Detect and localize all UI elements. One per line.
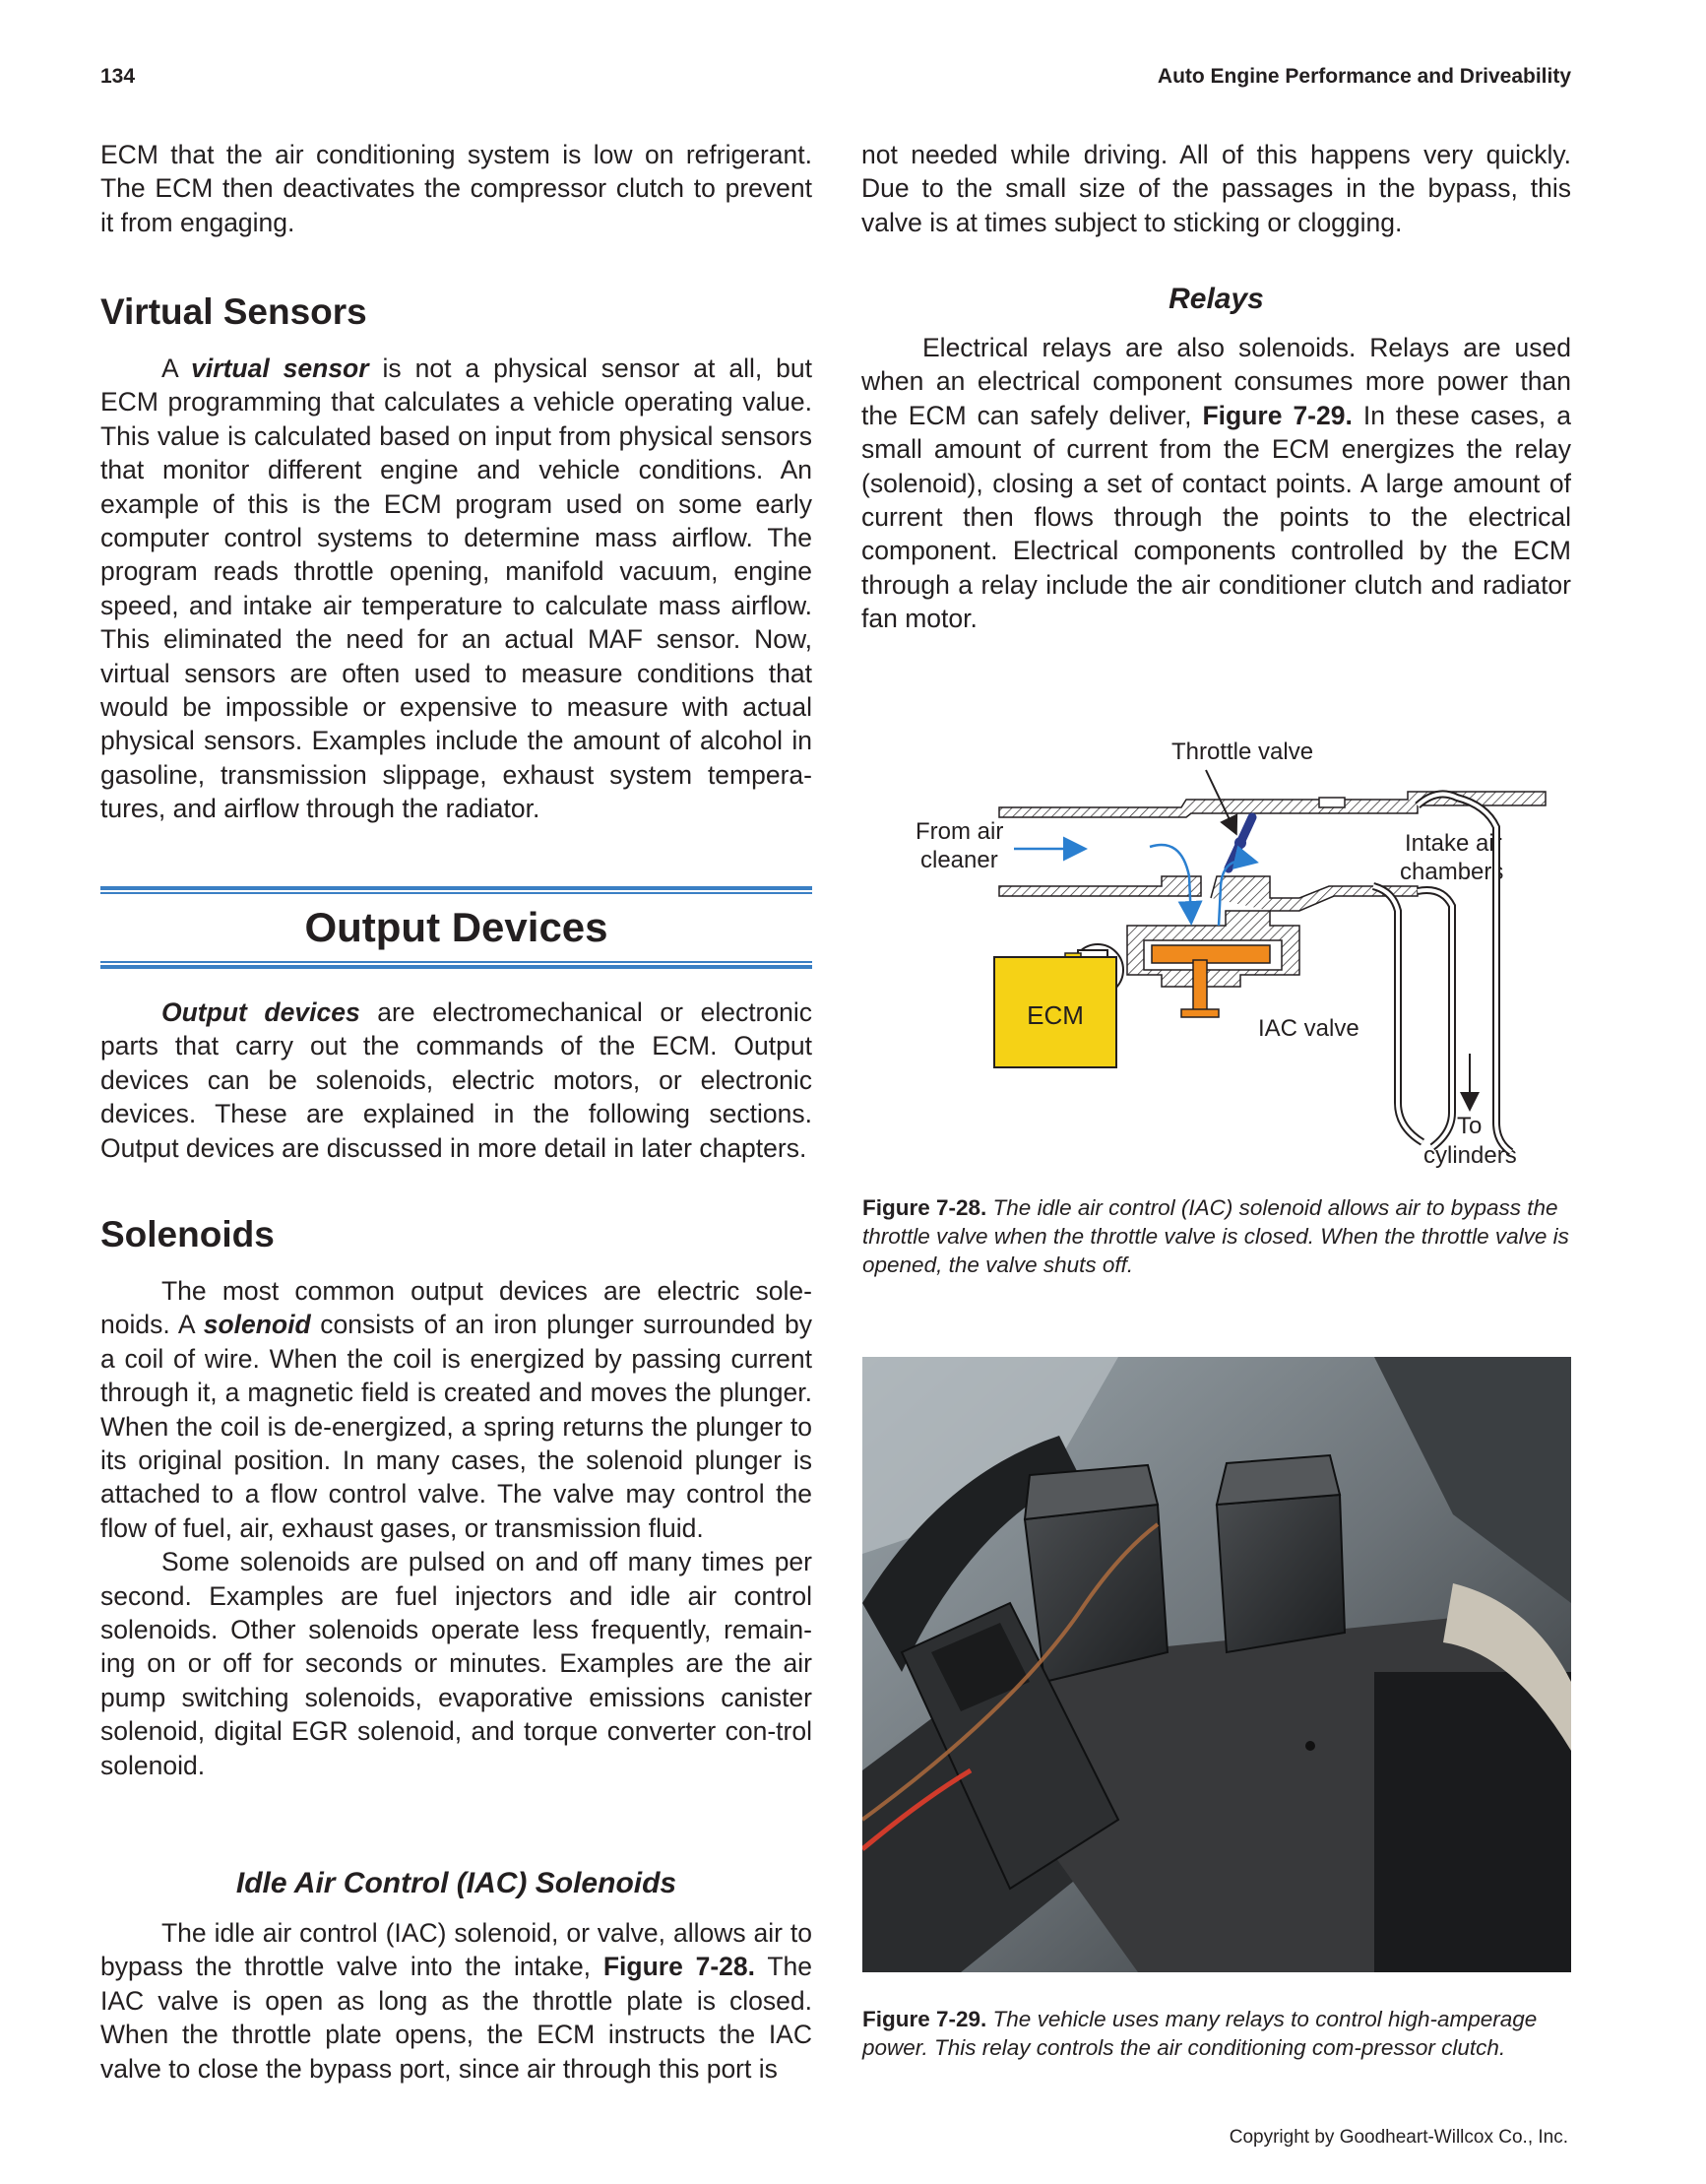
text-run: The most common output devices are electric sole-noids. A — [100, 1276, 812, 1340]
output-devices-paragraph — [100, 996, 812, 1165]
figure-7-28-caption-text: The idle air control (IAC) solenoid allows air to bypass the throttle valve when the throttle valve is closed. When the throttle valve is opened, the valve shuts off. — [862, 1195, 1569, 1277]
text-run: A — [161, 353, 192, 383]
relays-section — [861, 283, 1571, 316]
label-cylinders: cylinders — [1423, 1142, 1517, 1169]
relay-right — [1217, 1495, 1345, 1652]
virtual-sensors-paragraph — [100, 352, 812, 826]
relays-paragraph — [861, 331, 1571, 636]
iac-body — [100, 1916, 812, 2086]
label-cleaner: cleaner — [920, 847, 998, 873]
solenoids-section — [100, 1214, 812, 1255]
figure-7-28-diagram — [886, 729, 1575, 1182]
iac-pintle — [1193, 960, 1207, 1014]
label-intake-air: Intake air — [1405, 830, 1502, 857]
left-intro-paragraph: ECM that the air conditioning system is low on refrigerant. The ECM then deactivates the compressor clutch to prevent it from engaging. — [100, 140, 812, 237]
figure-7-28-caption — [862, 1193, 1571, 1279]
right-intro — [861, 138, 1571, 239]
label-throttle-valve: Throttle valve — [1171, 739, 1314, 765]
intake-bottom-wall — [999, 876, 1201, 896]
figure-7-29-caption-number: Figure 7-29. — [862, 2007, 987, 2031]
page-number: 134 — [100, 65, 136, 88]
label-to: To — [1457, 1113, 1483, 1139]
figure-7-28-caption-number: Figure 7-28. — [862, 1195, 987, 1220]
running-header-title: Auto Engine Performance and Driveability — [1157, 65, 1571, 88]
figure-7-29-caption — [862, 2005, 1571, 2062]
solenoids-paragraph-1 — [100, 1274, 812, 1545]
output-devices-body — [100, 996, 812, 1165]
text-run: The IAC valve is open as long as the throttle plate is closed. When the throttle plate opens, the ECM instructs the IAC valve to close the bypass port, since air through this port is — [100, 1952, 812, 2084]
copyright-footer: Copyright by Goodheart-Willcox Co., Inc. — [1229, 2127, 1568, 2148]
banner-bottom-rule — [100, 961, 812, 969]
output-devices-banner — [100, 886, 812, 971]
solenoids-paragraph-2: Some solenoids are pulsed on and off many times per second. Examples are fuel injectors and idle air control solenoids. Other solenoids operate less frequently, remain-ing on or off for seconds or minutes. Examples are the air pump switching solenoids, evaporative emissions canister solenoid, digital EGR solenoid, and torque converter con-trol solenoid. — [100, 1547, 812, 1780]
banner-top-rule — [100, 886, 812, 894]
label-from-air: From air — [916, 818, 1004, 845]
label-iac-valve: IAC valve — [1258, 1015, 1359, 1042]
output-devices-heading: Output Devices — [304, 904, 608, 950]
label-chambers: chambers — [1400, 859, 1504, 885]
solenoids-heading: Solenoids — [100, 1214, 275, 1254]
left-intro — [100, 138, 812, 239]
figure-7-28-reference: Figure 7-28. — [602, 1952, 756, 1982]
figure-7-29-reference: Figure 7-29. — [1202, 400, 1353, 430]
solenoids-body — [100, 1274, 812, 1782]
text-run: are electromechanical or electronic parts that carry out the commands of the ECM. Output devices can be solenoids, electric motors, or electronic devices. These are explained in the following sections. Output devices are discussed in more detail in later chapters. — [100, 997, 812, 1163]
figure-7-29-caption-text: The vehicle uses many relays to control high-amperage power. This relay controls the air conditioning com-pressor clutch. — [862, 2007, 1538, 2060]
term-output-devices: Output devices — [161, 997, 360, 1027]
text-run: consists of an iron plunger surrounded by a coil of wire. When the coil is energized by passing current through it, a magnetic field is created and moves the plunger. When the coil is de-energized, a spring returns the plunger to its original position. In many cases, the solenoid plunger is attached to a flow control valve. The valve may control the flow of fuel, air, exhaust gases, or transmission fluid. — [100, 1310, 812, 1543]
iac-section — [100, 1867, 812, 1900]
iac-solenoid-coil — [1152, 945, 1270, 963]
virtual-sensors-body — [100, 352, 812, 826]
virtual-sensors-heading: Virtual Sensors — [100, 291, 367, 332]
text-run: is not a physical sensor at all, but ECM programming that calculates a vehicle operating value. This value is calculated based on input from physical sensors that monitor different engine and vehicle conditions. An example of this is the ECM program used on some early computer control systems to determine mass airflow. The program reads throttle opening, manifold vacuum, engine speed, and intake air temperature to calculate mass airflow. This eliminated the need for an actual MAF sensor. Now, virtual sensors are often used to measure conditions that would be impossible or expensive to measure with actual physical sensors. Examples include the amount of alcohol in gasoline, transmission slippage, exhaust system tempera-tures, and airflow through the radiator. — [100, 353, 812, 824]
text-run: The idle air control (IAC) solenoid, or valve, allows air to bypass the throttle valve into the intake, — [100, 1918, 812, 1982]
relays-body — [861, 331, 1571, 636]
virtual-sensors-section — [100, 291, 812, 333]
term-solenoid: solenoid — [203, 1310, 311, 1340]
relays-heading: Relays — [1169, 283, 1264, 315]
text-run: In these cases, a small amount of current from the ECM energizes the relay (solenoid), closing a set of contact points. A large amount of current then flows through the points to the electrical component. Electrical components controlled by the ECM through a relay include the air conditioner clutch and radiator fan motor. — [861, 400, 1571, 634]
right-intro-paragraph: not needed while driving. All of this happens very quickly. Due to the small size of the passages in the bypass, this valve is at times subject to sticking or clogging. — [861, 140, 1571, 237]
figure-7-29-relay-photo — [862, 1357, 1571, 1972]
text-run: Electrical relays are also solenoids. Relays are used when an electrical component consumes more power than the ECM can safely deliver, — [861, 333, 1571, 430]
term-virtual-sensor: virtual sensor — [191, 353, 369, 383]
iac-paragraph — [100, 1916, 812, 2086]
iac-heading: Idle Air Control (IAC) Solenoids — [235, 1867, 677, 1899]
ecm-label: ECM — [1027, 1000, 1084, 1030]
